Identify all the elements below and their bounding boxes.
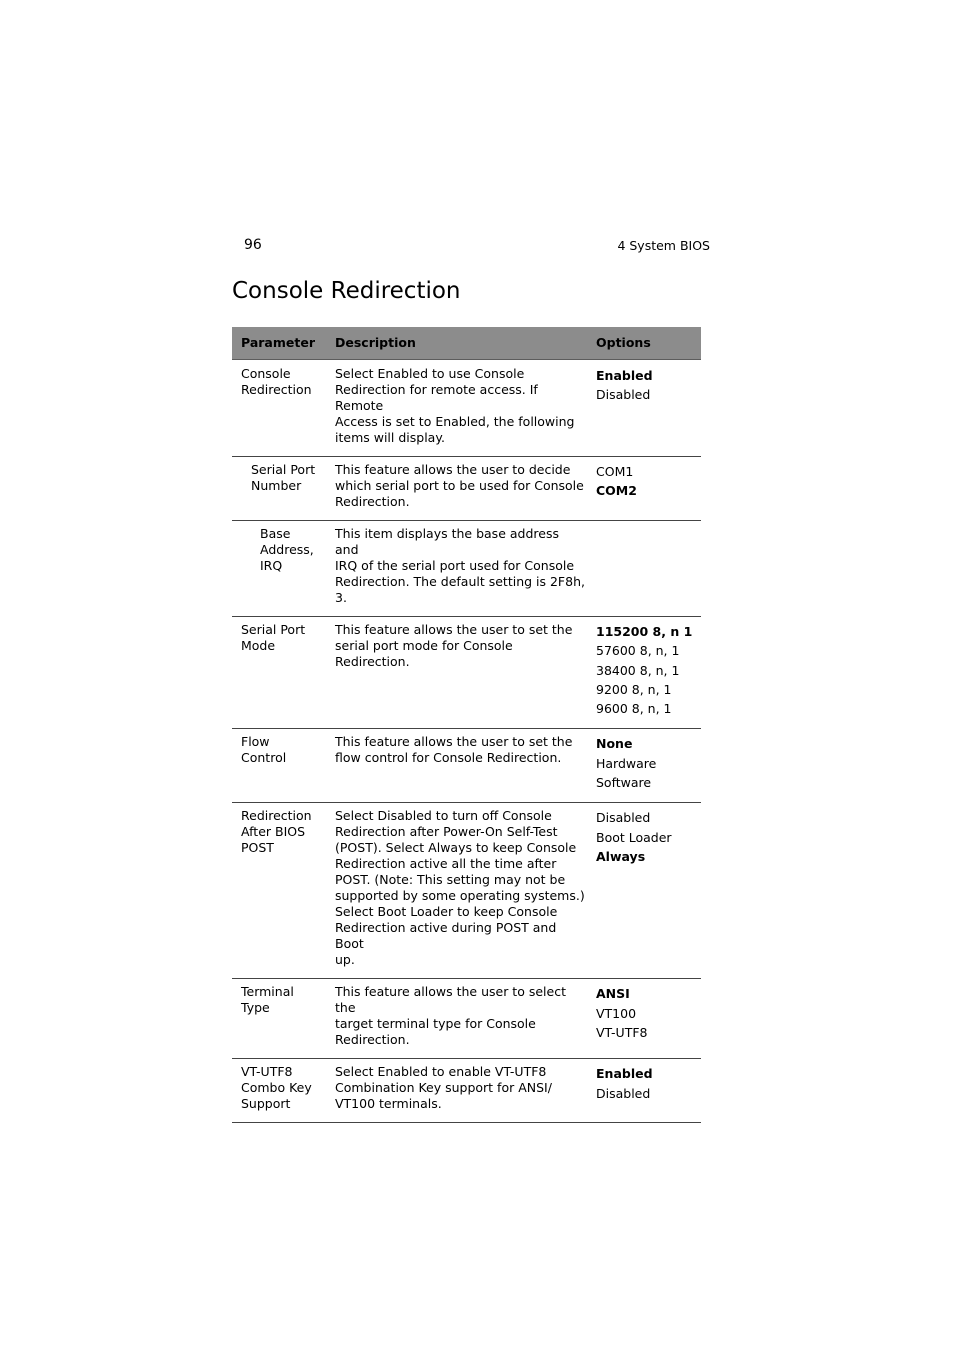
section-title: Console Redirection [232,278,461,304]
option-item: Software [596,775,652,791]
options-cell [590,1059,701,1123]
description-cell: This feature allows the user to select the target terminal type for Console Redirection. [326,979,590,1059]
option-item: 9600 8, n, 1 [596,701,672,717]
parameter-cell: Serial Port Mode [232,617,326,729]
description-cell: Select Enabled to enable VT-UTF8 Combination Key support for ANSI/ VT100 terminals. [326,1059,590,1123]
option-default: 115200 8, n 1 [596,624,693,639]
table-row [232,729,701,803]
parameter-cell: Flow Control [232,729,326,803]
option-item: Disabled [596,810,651,826]
options-cell [590,360,701,457]
description-cell: This feature allows the user to decide which serial port to be used for Console Redirection. [326,457,590,521]
parameter-cell: VT-UTF8 Combo Key Support [232,1059,326,1123]
option-default: Enabled [596,368,653,383]
option-default: COM2 [596,483,637,499]
description-cell: This item displays the base address and IRQ of the serial port used for Console Redirection. The default setting is 2F8h, 3. [326,521,590,617]
option-item: 9200 8, n, 1 [596,681,672,697]
parameter-cell: Console Redirection [232,360,326,457]
options-cell [590,729,701,803]
options-cell [590,521,701,617]
column-header-options: Options [590,327,701,360]
option-item: COM1 [596,464,634,479]
description-cell: Select Disabled to turn off Console Redirection after Power-On Self-Test (POST). Select Always to keep Console Redirection active all the time after POST. (Note: This setting may not be supported by some operating systems.) Select Boot Loader to keep Console Redirection active during POST and Boot up. [326,803,590,979]
column-header-description: Description [326,327,590,360]
option-default: Always [596,848,646,864]
option-item: VT100 [596,1005,637,1021]
parameter-table [232,327,701,1123]
option-item: 57600 8, n, 1 [596,643,680,659]
options-cell [590,803,701,979]
column-header-parameter: Parameter [232,327,326,360]
description-cell: This feature allows the user to set the flow control for Console Redirection. [326,729,590,803]
options-cell [590,979,701,1059]
parameter-cell: Redirection After BIOS POST [232,803,326,979]
description-cell: Select Enabled to use Console Redirection for remote access. If Remote Access is set to Enabled, the following items will display. [326,360,590,457]
parameter-cell: Serial Port Number [232,457,326,521]
options-cell [590,457,701,521]
table-row [232,803,701,979]
table-row [232,979,701,1059]
option-item: VT-UTF8 [596,1024,648,1040]
table-header-row [232,327,701,360]
option-item: Boot Loader [596,829,672,845]
option-default: ANSI [596,986,630,1002]
parameter-cell: Terminal Type [232,979,326,1059]
options-cell [590,617,701,729]
running-head: 4 System BIOS [617,238,710,253]
option-default: None [596,736,633,752]
page-number: 96 [244,237,262,253]
option-default: Enabled [596,1066,653,1082]
option-item: Hardware [596,755,657,771]
table-body [232,360,701,1123]
table-row [232,617,701,729]
table-row [232,521,701,617]
description-cell: This feature allows the user to set the serial port mode for Console Redirection. [326,617,590,729]
table-row [232,457,701,521]
option-item: Disabled [596,387,651,403]
table-row [232,1059,701,1123]
table-row [232,360,701,457]
option-item: 38400 8, n, 1 [596,662,680,678]
option-item: Disabled [596,1085,651,1101]
parameter-cell: Base Address, IRQ [232,521,326,617]
